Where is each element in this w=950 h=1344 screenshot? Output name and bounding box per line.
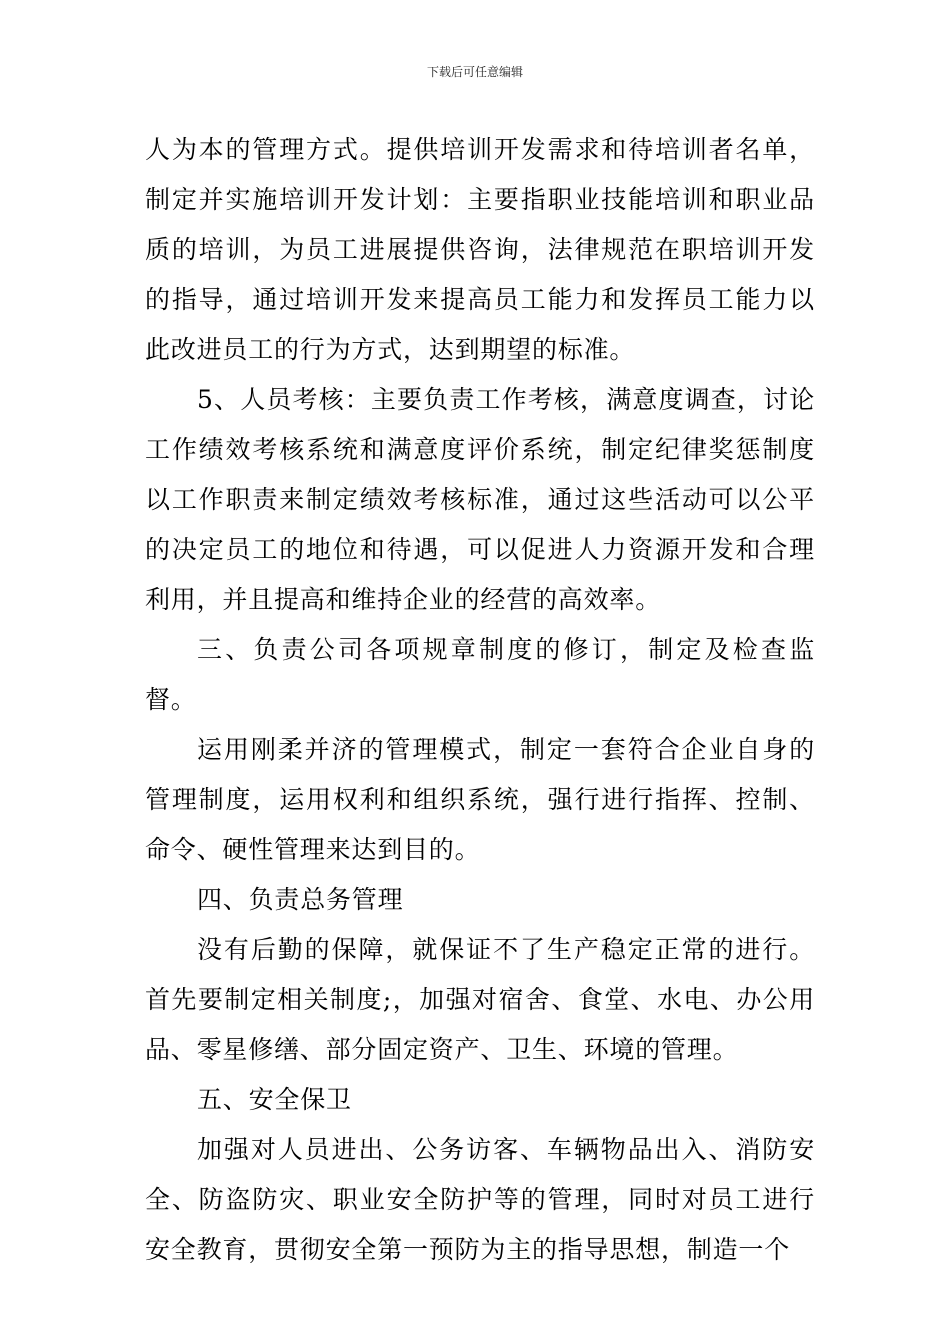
paragraph-training: 人为本的管理方式。提供培训开发需求和待培训者名单，制定并实施培训开发计划：主要指职业技能培训和职业品质的培训，为员工进展提供咨询，法律规范在职培训开发的指导，通过培训开发来提高员工能力和发挥员工能力以此改进员工的行为方式，达到期望的标准。 (145, 135, 815, 364)
paragraph-logistics: 没有后勤的保障，就保证不了生产稳定正常的进行。首先要制定相关制度;，加强对宿舍、食堂、水电、办公用品、零星修缮、部分固定资产、卫生、环境的管理。 (145, 935, 815, 1064)
paragraph-assessment: 5、人员考核：主要负责工作考核，满意度调查，讨论工作绩效考核系统和满意度评价系统，制定纪律奖惩制度以工作职责来制定绩效考核标准，通过这些活动可以公平的决定员工的地位和待遇，可以促进人力资源开发和合理利用，并且提高和维持企业的经营的高效率。 (145, 385, 815, 614)
paragraph-management-model: 运用刚柔并济的管理模式，制定一套符合企业自身的管理制度，运用权利和组织系统，强行进行指挥、控制、命令、硬性管理来达到目的。 (145, 735, 815, 864)
page-header: 下载后可任意编辑 (426, 65, 523, 79)
paragraph-security: 加强对人员进出、公务访客、车辆物品出入、消防安全、防盗防灾、职业安全防护等的管理，同时对员工进行安全教育，贯彻安全第一预防为主的指导思想，制造一个 (145, 1135, 815, 1264)
document-body (145, 125, 815, 1275)
section-heading-general-affairs: 四、负责总务管理 (197, 885, 404, 914)
section-heading-security: 五、安全保卫 (197, 1085, 352, 1114)
section-heading-regulations: 三、负责公司各项规章制度的修订，制定及检查监督。 (145, 635, 815, 714)
